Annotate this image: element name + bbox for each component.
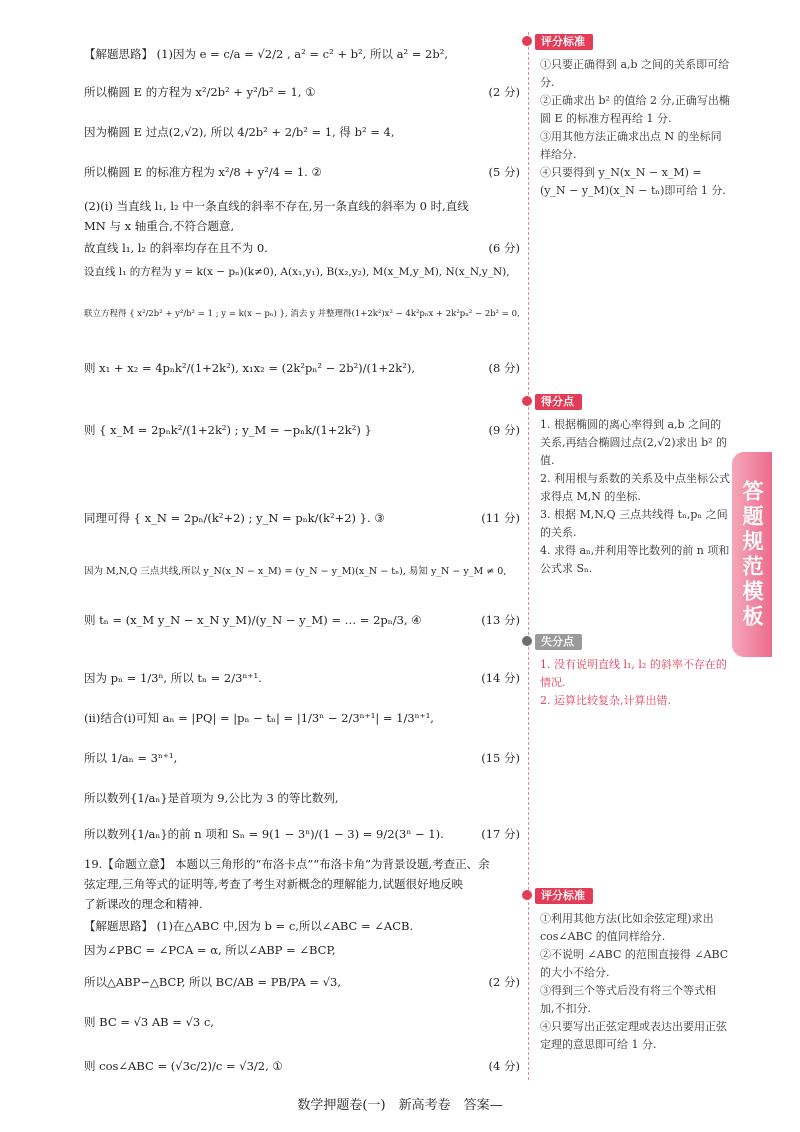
solution-line: 则 x₁ + x₂ = 4pₙk²/(1+2k²), x₁x₂ = (2k²pₙ² − 2b²)/(1+2k²), (8 分)	[84, 361, 520, 375]
solution-line: 所以数列{1/aₙ}的前 n 项和 Sₙ = 9(1 − 3ⁿ)/(1 − 3) = 9/2(3ⁿ − 1). (17 分)	[84, 827, 520, 841]
solution-line: 所以数列{1/aₙ}是首项为 9,公比为 3 的等比数列,	[84, 791, 339, 805]
bullet-icon	[522, 636, 532, 646]
scoring-item: ①利用其他方法(比如余弦定理)求出 cos∠ABC 的值同样给分.	[540, 912, 714, 943]
solution-line: 则 { x_M = 2pₙk²/(1+2k²) ; y_M = −pₙk/(1+2k²) } (9 分)	[84, 423, 520, 437]
solution-line: 设直线 l₁ 的方程为 y = k(x − pₙ)(k≠0), A(x₁,y₁), B(x₂,y₂), M(x_M,y_M), N(x_N,y_N),	[84, 266, 510, 278]
solution-line: 同理可得 { x_N = 2pₙ/(k²+2) ; y_N = pₙk/(k²+2) }. ③ (11 分)	[84, 511, 520, 525]
solution-line: 【解题思路】 (1)在△ABC 中,因为 b = c,所以∠ABC = ∠ACB.	[84, 919, 414, 933]
gain-points-header: 得分点	[522, 394, 582, 410]
solution-line: (2)(i) 当直线 l₁, l₂ 中一条直线的斜率不存在,另一条直线的斜率为 0 时,直线	[84, 199, 469, 213]
solution-line: 所以△ABP∽△BCP, 所以 BC/AB = PB/PA = √3, (2 分)	[84, 975, 520, 989]
loss-points-list	[540, 656, 730, 710]
scoring-item: ①只要正确得到 a,b 之间的关系即可给分.	[540, 58, 730, 89]
scoring-item: ②正确求出 b² 的值给 2 分,正确写出椭圆 E 的标准方程再给 1 分.	[540, 94, 730, 125]
solution-line: 弦定理,三角等式的证明等,考查了考生对新概念的理解能力,试题很好地反映	[84, 877, 463, 891]
solution-line: 故直线 l₁, l₂ 的斜率均存在且不为 0. (6 分)	[84, 241, 520, 255]
solution-line: 因为 pₙ = 1/3ⁿ, 所以 tₙ = 2/3ⁿ⁺¹. (14 分)	[84, 671, 520, 685]
scoring-item: ③用其他方法正确求出点 N 的坐标同样给分.	[540, 130, 722, 161]
loss-item: 1. 没有说明直线 l₁, l₂ 的斜率不存在的情况.	[540, 658, 727, 689]
scoring-standard-header: 评分标准	[522, 888, 593, 904]
scoring-item: ②不说明 ∠ABC 的范围直接得 ∠ABC 的大小不给分.	[540, 948, 729, 979]
solution-line: 则 cos∠ABC = (√3c/2)/c = √3/2, ① (4 分)	[84, 1059, 520, 1073]
gain-item: 2. 利用根与系数的关系及中点坐标公式求得点 M,N 的坐标.	[540, 472, 730, 503]
scoring-item: ④只要写出正弦定理或表达出要用正弦定理的意思即可给 1 分.	[540, 1020, 727, 1051]
section-tab: 答题规范模板	[732, 452, 772, 657]
solution-line: MN 与 x 轴重合,不符合题意,	[84, 219, 235, 233]
column-divider	[528, 32, 529, 1080]
loss-points-header: 失分点	[522, 634, 582, 650]
solution-line: 因为∠PBC = ∠PCA = α, 所以∠ABP = ∠BCP,	[84, 943, 336, 957]
scoring-item: ④只要得到 y_N(x_N − x_M) = (y_N − y_M)(x_N − tₙ)即可给 1 分.	[540, 166, 726, 197]
solution-line: 则 BC = √3 AB = √3 c,	[84, 1015, 214, 1029]
solution-line: (ii)结合(i)可知 aₙ = |PQ| = |pₙ − tₙ| = |1/3ⁿ − 2/3ⁿ⁺¹| = 1/3ⁿ⁺¹,	[84, 711, 434, 725]
gain-item: 4. 求得 aₙ,并利用等比数列的前 n 项和公式求 Sₙ.	[540, 544, 730, 575]
solution-line: 所以椭圆 E 的方程为 x²/2b² + y²/b² = 1, ① (2 分)	[84, 85, 520, 99]
solution-line: 所以 1/aₙ = 3ⁿ⁺¹, (15 分)	[84, 751, 520, 765]
solution-line: 所以椭圆 E 的标准方程为 x²/8 + y²/4 = 1. ② (5 分)	[84, 165, 520, 179]
gain-points-list	[540, 416, 730, 578]
solution-line: 因为椭圆 E 过点(2,√2), 所以 4/2b² + 2/b² = 1, 得 b² = 4,	[84, 125, 395, 139]
bullet-icon	[522, 36, 532, 46]
scoring-item: ③得到三个等式后没有将三个等式相加,不扣分.	[540, 984, 716, 1015]
gain-item: 1. 根据椭圆的离心率得到 a,b 之间的关系,再结合椭圆过点(2,√2)求出 b² 的值.	[540, 418, 728, 467]
bullet-icon	[522, 396, 532, 406]
solution-line: 了新课改的理念和精神.	[84, 897, 203, 911]
scoring-standard-list	[540, 56, 730, 200]
page-footer: 数学押题卷(一) 新高考卷 答案—	[297, 1098, 503, 1113]
loss-item: 2. 运算比较复杂,计算出错.	[540, 694, 671, 707]
solution-line: 【解题思路】 (1)因为 e = c/a = √2/2 , a² = c² + b², 所以 a² = 2b²,	[84, 47, 448, 61]
scoring-standard-list	[540, 910, 730, 1054]
scoring-standard-header: 评分标准	[522, 34, 593, 50]
solution-line: 19.【命题立意】 本题以三角形的“布洛卡点”“布洛卡角”为背景设题,考查正、余	[84, 857, 490, 871]
bullet-icon	[522, 890, 532, 900]
solution-line: 因为 M,N,Q 三点共线,所以 y_N(x_N − x_M) = (y_N − y_M)(x_N − tₙ), 易知 y_N − y_M ≠ 0,	[84, 566, 507, 577]
gain-item: 3. 根据 M,N,Q 三点共线得 tₙ,pₙ 之间的关系.	[540, 508, 728, 539]
solution-line: 联立方程得 { x²/2b² + y²/b² = 1 ; y = k(x − pₙ) }, 消去 y 并整理得(1+2k²)x² − 4k²pₙx + 2k²pₙ² − 2b² = 0,	[84, 309, 520, 319]
solution-line: 则 tₙ = (x_M y_N − x_N y_M)/(y_N − y_M) = … = 2pₙ/3, ④ (13 分)	[84, 613, 520, 627]
